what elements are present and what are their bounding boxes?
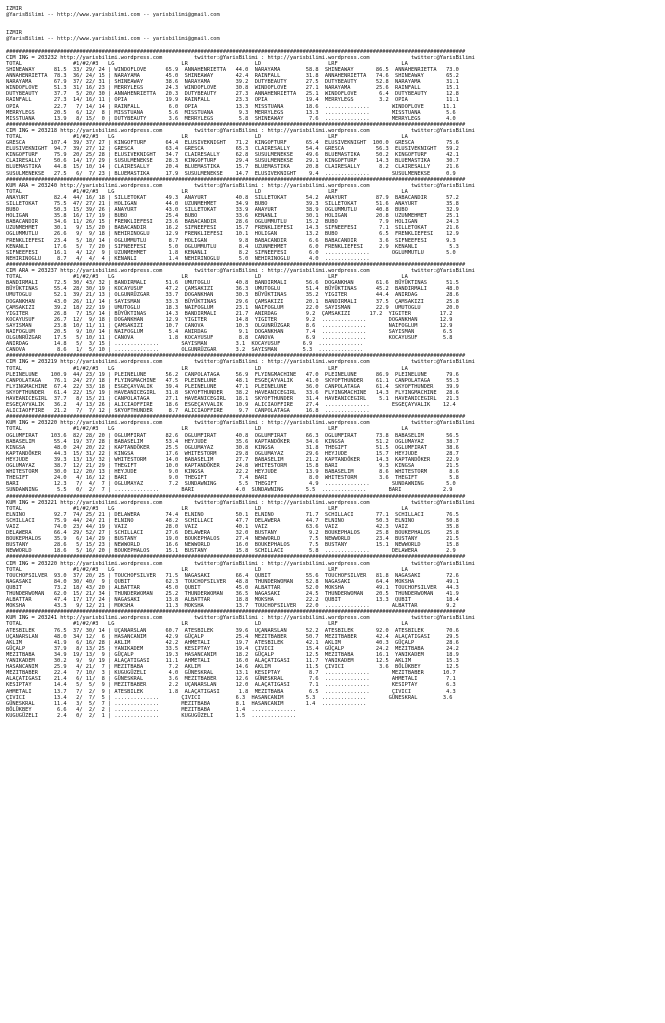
race-header: KUM ING = 203241 http://yarisbilimi.wordpress.com twitter:@YarisBilimi : http://yarisbilimi.wordpress.com twitter:@YarisBilimi [6, 615, 475, 622]
text-line: BLUEMASTIKA 44.8 15/ 10/ 14 | CLAIRESALLY 20.4 BLUEMASTIKA 15.7 BLUEMASTIKA 20.8 CLAIRESALLY 8.2 CLAIRESALLY 21.6 [6, 164, 459, 171]
race-header: KUM ARA = 203240 http://yarisbilimi.wordpress.com twitter:@YarisBilimi : http://yarisbilimi.wordpress.com twitter:@YarisBilimi [6, 182, 475, 189]
race-header: CIM ING = 203232 http://yarisbilimi.wordpress.com twitter:@YarisBilimi : http://yarisbilimi.wordpress.com twitter:@YarisBilimi [6, 54, 475, 61]
column-header-row: TOTAL #1/#2/#3 LG LR LD LRF LA [6, 188, 408, 195]
race-header: CIM ING = 203219 http://yarisbilimi.wordpress.com twitter:@YarisBilimi : http://yarisbilimi.wordpress.com twitter:@YarisBilimi [6, 359, 475, 366]
text-line: YIGITER 26.8 7/ 15/ 14 | BÜYÜKTINAS 14.3 BANDIRMALI 21.7 ANIRDAG 9.2 ÇAMSAKIZI 17.2 YIGITER 17.2 [6, 310, 453, 317]
text-line: THEGIFT 24.0 4/ 16/ 12 | BARI 9.0 THEGIFT 7.4 BARI 8.0 WHITESTORM 3.6 THEGIFT 5.8 [6, 475, 459, 482]
section-separator: ################################################################################################################################################ [6, 353, 466, 360]
text-line: SUNDAWNING 5.5 0/ 2/ 7 | .............. BARI 4.0 SUNDAWNING 5.5 .............. BARI 2.9 [6, 487, 453, 494]
text-line: ÇAMSAKIZI 39.2 18/ 22/ 19 | UMUTOGLU 18.3 NAIFOGLUM 23.1 NAIFOGLUM 22.0 SAYISMAN 22.9 UMUTOGLU 20.0 [6, 304, 459, 311]
race-header: CIM ING = 203218 http://yarisbilimi.wordpress.com twitter:@YarisBilimi : http://yarisbilimi.wordpress.com twitter:@YarisBilimi [6, 127, 475, 134]
text-line: BABACANDIR 34.6 11/ 26/ 15 | FRENKLIEFESI 23.6 BABACANDIR 28.6 OGLUMMUTLU 15.2 BUBO 7.9 HOLIGAN 24.3 [6, 219, 459, 226]
text-line: ESGEÇAYVALIK 36.2 4/ 13/ 26 | ALICIAOFFIRE 18.6 ESGEÇAYVALIK 10.9 ALICIAOFFIRE 27.4 .............. ESGEÇAYVALIK 12.4 [6, 402, 456, 409]
text-line: MEZITBABA 34.9 19/ 13/ 9 | GÜÇALP 19.3 HASANCANIM 18.2 GÜÇALP 12.5 MEZITBABA 16.1 YANIKADEM 18.9 [6, 651, 459, 658]
text-line: ANNAHENRIETTA 78.3 36/ 24/ 15 | NARAYAMA 45.0 SHINEAWAY 42.4 RAINFALL 31.8 ANNAHENRIETTA 74.6 SHINEAWAY 65.2 [6, 73, 459, 80]
text-line: BARI 12.3 7/ 4/ 7 | OGLUMAYAZ 7.2 SUNDAWNING 5.5 THEGIFT 4.9 .............. SUNDAWNING 5.0 [6, 481, 456, 488]
text-line: IZMIR [6, 6, 22, 12]
text-line: NAIFOGLUM 20.5 9/ 10/ 14 | NAIFOGLUM 5.4 ANIRDAG 9.1 DOGANKHAN 7.4 .............. SAYISMAN 6.5 [6, 328, 453, 335]
column-header-row: TOTAL #1/#2/#3 LG LR LD LRF LA [6, 274, 408, 281]
text-line: SCHILLACI 75.9 44/ 24/ 21 | ELNINO 48.2 SCHILLACI 47.7 DELAWERA 44.7 ELNINO 50.3 ELNINO 50.8 [6, 517, 459, 524]
text-line: OLGUNRÜZGAR 17.5 5/ 10/ 11 | CANOVA 1.8 KOCAYUSUF 8.8 CANOVA 6.9 .............. KOCAYUSUF 5.8 [6, 335, 453, 342]
text-line: TOUCHOFSILVER 93.0 37/ 20/ 25 | TOUCHOFSILVER 71.5 NAGASAKI 66.4 QUBIT 55.6 TOUCHOFSILVER 81.8 NAGASAKI 72.6 [6, 572, 459, 579]
section-separator: ################################################################################################################################################ [6, 261, 466, 268]
text-line: ALICIAOFFIRE 21.2 7/ 7/ 12 | SKYOFTHUNDER 8.7 ALICIAOFFIRE 9.7 CANPOLATAGA 16.8 .............. [6, 408, 370, 415]
text-line: SIFNEEFESI 16.1 4/ 12/ 9 | UZUNMEHMET 1.8 KENANLI 8.2 SIFNEEFESI 6.0 .............. OGLUMMUTLU 5.0 [6, 249, 456, 256]
text-line: HEYJUDE 39.3 13/ 13/ 32 | WHITESTORM 14.0 BABASELIM 27.7 BABASELIM 21.2 KAPTANDÖKER 14.3 KAPTANDÖKER 22.9 [6, 456, 459, 463]
text-line: GÜNESKRAL 11.4 3/ 5/ 7 | .............. MEZITBABA 8.1 HASANCANIM 1.4 .............. [6, 700, 367, 707]
text-line: THUNDERWOMAN 62.0 15/ 21/ 34 | THUNDERWOMAN 25.2 THUNDERWOMAN 36.5 NAGASAKI 24.5 THUNDERWOMAN 20.5 THUNDERWOMAN 41.9 [6, 591, 459, 597]
text-line: WINDOFLOVE 51.3 31/ 16/ 23 | MERRYLEGS 24.3 WINDOFLOVE 30.8 WINDOFLOVE 27.1 NARAYAMA 25.6 RAINFALL 15.1 [6, 85, 459, 92]
section-separator: ################################################################################################################################################ [6, 121, 466, 128]
text-line: BÖLÜKBEY 6.6 4/ 2/ 2 | .............. MEZITBABA 1.4 .............. [6, 706, 297, 713]
text-line: MEZITBABER 22.4 7/ 10/ 3 | KUGUGÜZELI 4.0 GÜNESKRAL 13.1 KESIPTAY 8.7 .............. MEZITBABER 10.7 [6, 670, 456, 677]
text-line: KINGSA 48.0 24/ 20/ 22 | KAPTANDÖKER 25.5 OGLUMAYAZ 30.8 KINGSA 31.8 THEGIFT 51.5 OGLUMFIRAT 38.6 [6, 444, 459, 451]
column-header-row: TOTAL #1/#2/#3 LG LR LD LRF LA [6, 566, 408, 573]
text-line: SAYISMAN 23.8 10/ 11/ 11 | ÇAMSAKIZI 10.7 CANOVA 10.3 OLGUNRÜZGAR 8.6 .............. NAIFOGLUM 12.9 [6, 322, 453, 329]
text-line: CANPOLATAGA 76.1 24/ 27/ 18 | FLYINGMACHINE 47.5 PLEINELUNE 48.1 ESGEÇAYVALIK 41.0 SKYOFTHUNDER 61.1 CANPOLATAGA 55.3 [6, 377, 459, 384]
column-header-row: TOTAL #1/#2/#3 LG LR LD LRF LA [6, 621, 408, 628]
text-line: UMUTOGLU 52.1 39/ 21/ 13 | OLGUNRÜZGAR 33.7 DOGANKHAN 30.3 BÜYÜKTINAS 35.2 YIGITER 44.4 ANIRDAG 28.6 [6, 292, 459, 299]
text-line: ELNINO 92.7 74/ 25/ 21 | DELAWERA 74.4 ELNINO 50.1 ELNINO 71.7 SCHILLACI 77.1 SCHILLACI 76.5 [6, 511, 459, 518]
text-line: SKYOFTHUNDER 61.4 22/ 15/ 19 | HAVEANICEGIRL 31.8 SKYOFTHUNDER 38.2 HAVEANICEGIRL 33.6 FLYINGMACHINE 14.3 FLYINGMACHINE 28.6 [6, 389, 459, 396]
race-header: CIM ARA = 203237 http://yarisbilimi.wordpress.com twitter:@YarisBilimi : http://yarisbilimi.wordpress.com twitter:@YarisBilimi [6, 268, 475, 275]
text-line: ALBATTAR 47.4 17/ 17/ 24 | NAGASAKI 13.8 ALBATTAR 18.8 MOKSHA 22.2 QUBIT 13.3 QUBIT 18.4 [6, 597, 459, 604]
text-line: DELAWERA 66.4 29/ 52/ 27 | SCHILLACI 27.6 DELAWERA 32.0 BUSTANY 9.2 BOUKEPHALOS 25.8 BOUKEPHALOS 25.8 [6, 530, 459, 537]
text-line: AKLIM 41.9 6/ 16/ 28 | AKLIM 42.2 AHMETALI 19.7 ATESBILEK 42.1 AKLIM 40.3 GÜÇALP 28.6 [6, 639, 459, 646]
text-line: OGLUMAYAZ 38.7 12/ 21/ 29 | THEGIFT 10.0 KAPTANDÖKER 24.8 WHITESTORM 15.8 BARI 9.3 KINGSA 21.5 [6, 463, 459, 470]
text-line: KOCAYUSUF 26.7 12/ 9/ 18 | DOGANKHAN 12.9 YIGITER 14.8 YIGITER 9.2 .............. DOGANKHAN 12.9 [6, 316, 453, 323]
text-line: RAINFALL 27.3 14/ 16/ 11 | OPIA 19.9 RAINFALL 23.3 OPIA 19.4 MERRYLEGS 3.2 OPIA 11.1 [6, 97, 459, 104]
text-line: NARAYAMA 67.9 37/ 22/ 31 | SHINEAWAY 38.6 NARAYAMA 39.2 DUTYBEAUTY 27.5 DUTYBEAUTY 52.8 NARAYAMA 31.1 [6, 79, 459, 86]
text-line: BOUKEPHALOS 35.9 6/ 14/ 29 | BUSTANY 19.0 BOUKEPHALOS 27.4 NEWWORLD 7.5 NEWWORLD 23.4 BUSTANY 21.5 [6, 536, 459, 543]
text-line: BUBO 50.3 15/ 39/ 26 | ANAYURT 43.0 SILLETOKAT 33.9 ANAYURT 38.9 OGLUMMUTLU 40.8 BUBO 32.9 [6, 207, 459, 214]
text-line: SUSULMENEKSE 27.5 6/ 7/ 23 | BLUEMASTIKA 17.9 SUSULMENEKSE 14.7 ELUSIVEKNIGHT 9.4 .............. SUSULMENEKSE 0.9 [6, 170, 456, 177]
text-line: WHITESTORM 30.0 12/ 20/ 13 | HEYJUDE 9.0 KINGSA 22.2 HEYJUDE 13.9 BABASELIM 8.6 WHITESTORM 8.6 [6, 469, 459, 476]
race-header: CIM ING = 203220 http://yarisbilimi.wordpress.com twitter:@YarisBilimi : http://yarisbilimi.wordpress.com twitter:@YarisBilimi [6, 560, 475, 567]
section-separator: ################################################################################################################################################ [6, 554, 466, 561]
text-line: @YarisBilimi -- http://www.yarisbilimi.com -- yarisbilimi@gmail.com [6, 12, 220, 19]
text-line: BUSTANY 28.6 5/ 15/ 23 | NEWWORLD 16.6 NEWWORLD 16.0 BOUKEPHALOS 7.5 BUSTANY 15.1 NEWWORLD 15.8 [6, 542, 459, 549]
text-line: BABASELIM 55.4 19/ 37/ 28 | BABASELIM 53.4 HEYJUDE 35.6 KAPTANDÖKER 34.6 KINGSA 51.2 OGLUMAYAZ 38.7 [6, 438, 459, 445]
text-line: IZMIR [6, 30, 22, 37]
column-header-row: TOTAL #1/#2/#3 LG LR LD LRF LA [6, 426, 408, 433]
text-line: KUGUGÜZELI 2.4 0/ 2/ 1 | .............. KUGUGÜZELI 1.5 .............. [6, 712, 297, 719]
section-separator: ################################################################################################################################################ [6, 493, 466, 500]
text-line: OGLUMFIRAT 103.6 82/ 28/ 20 | OGLUMFIRAT 82.6 OGLUMFIRAT 40.8 OGLUMFIRAT 66.3 OGLUMFIRAT 73.8 BABASELIM 56.5 [6, 432, 459, 439]
section-separator: ################################################################################################################################################ [6, 414, 466, 421]
section-separator: ################################################################################################################################################ [6, 48, 466, 55]
text-line: ELUSIVEKNIGHT 94.7 39/ 27/ 12 | GRESCA 63.4 GRESCA 65.3 CLAIRESALLY 54.4 GRESCA 56.3 ELUSIVEKNIGHT 59.2 [6, 146, 459, 153]
text-line: KENANLI 17.6 5/ 7/ 20 | SIFNEEFESI 5.0 OGLUMMUTLU 8.4 UZUNMEHMET 6.0 FRENKLIEFESI 2.9 KENANLI 5.3 [6, 243, 459, 250]
text-line: OPIA 22.7 7/ 14/ 14 | RAINFALL 6.0 OPIA 13.3 MISSTUANA 18.6 .............. WINDOFLOVE 11.1 [6, 103, 456, 110]
text-line: MERRYLEGS 20.5 6/ 12/ 8 | MISSTUANA 5.6 MISSTUANA 9.3 MERRYLEGS 13.3 .............. MISSTUANA 5.6 [6, 109, 456, 116]
text-line: MOKSHA 43.3 9/ 12/ 21 | MOKSHA 11.3 MOKSHA 13.7 TOUCHOFSILVER 22.0 .............. ALBATTAR 9.2 [6, 603, 456, 610]
text-line: KINGOFTURF 75.9 20/ 25/ 28 | ELUSIVEKNIGHT 34.7 CLAIRESALLY 62.8 SUSULMENEKSE 49.6 BLUEMASTIKA 50.2 KINGOFTURF 42.1 [6, 152, 459, 159]
text-line: FRENKLIEFESI 23.4 5/ 18/ 14 | OGLUMMUTLU 8.7 HOLIGAN 9.8 BABACANDIR 6.6 BABACANDIR 3.6 SIFNEEFESI 9.3 [6, 237, 456, 244]
text-line: NEHIRINOGLU 8.7 4/ 4/ 4 | KENANLI 1.4 NEHIRINOGLU 5.0 NEHIRINOGLU 4.0 .............. [6, 255, 370, 262]
text-line: ANIRDAG 14.8 5/ 3/ 15 | .............. SAYISMAN 3.1 KOCAYUSUF 6.9 .............. [6, 341, 364, 348]
column-header-row: TOTAL #1/#2/#3 LG LR LD LRF LA [6, 133, 408, 140]
text-line: HOLIGAN 35.8 16/ 17/ 19 | BUBO 25.4 BUBO 33.6 KENANLI 30.1 HOLIGAN 20.8 UZUNMEHMET 25.1 [6, 213, 459, 220]
text-line: UÇANARSLAN 48.0 34/ 12/ 6 | HASANCANIM 42.9 GÜÇALP 25.4 MEZITBABER 50.7 MEZITBABER 42.4 ALAÇATIGASI 29.5 [6, 633, 459, 640]
column-header-row: TOTAL #1/#2/#3 LG LR LD LRF LA [6, 505, 408, 512]
text-line: CANOVA 8.6 1/ 5/ 10 | .............. OLGUNRÜZGAR 3.2 SAYISMAN 5.3 .............. [6, 347, 364, 354]
column-header-row: TOTAL #1/#2/#3 LG LR LD LRF LA [6, 60, 408, 67]
text-line: KAPTANDÖKER 44.3 15/ 31/ 22 | KINGSA 17.6 WHITESTORM 29.8 OGLUMAYAZ 29.6 HEYJUDE 15.7 HEYJUDE 28.7 [6, 450, 459, 457]
text-line: BÜYÜKTINAS 55.4 28/ 30/ 19 | KOCAYUSUF 47.2 ÇAMSAKIZI 36.3 UMUTOGLU 51.4 BÜYÜKTINAS 45.2 BANDIRMALI 48.0 [6, 286, 459, 293]
text-line: NEWWORLD 18.6 5/ 16/ 20 | BOUKEPHALOS 15.1 BUSTANY 15.8 SCHILLACI 5.8 .............. DELAWERA 2.9 [6, 548, 456, 555]
text-line: DOGANKHAN 43.0 26/ 11/ 14 | SAYISMAN 33.3 BÜYÜKTINAS 29.6 ÇAMSAKIZI 20.1 BANDIRMALI 37.5 ÇAMSAKIZI 25.8 [6, 298, 459, 305]
text-line: QUBIT 73.2 18/ 43/ 20 | ALBATTAR 45.0 QUBIT 45.0 ALBATTAR 52.0 MOKSHA 49.1 TOUCHOFSILVER 44.3 [6, 584, 459, 591]
text-line: UZUNMEHMET 30.1 9/ 15/ 20 | BABACANDIR 16.2 SIFNEEFESI 15.7 FRENKLIEFESI 14.3 SIFNEEFESI 7.1 SILLETOKAT 21.6 [6, 225, 459, 232]
text-line: ÇIVICI 13.4 2/ 7/ 5 | .............. ÇIVICI 6.3 HASANCANIM 5.3 .............. GÜNESKRAL 3.6 [6, 694, 453, 701]
race-header: KUM ING = 203220 http://yarisbilimi.wordpress.com twitter:@YarisBilimi : http://yarisbilimi.wordpress.com twitter:@YarisBilimi [6, 420, 475, 427]
race-header: KUM ING = 203221 http://yarisbilimi.wordpress.com twitter:@YarisBilimi : http://yarisbilimi.wordpress.com twitter:@YarisBilimi [6, 499, 475, 506]
text-line: GÜÇALP 37.9 8/ 13/ 25 | YANIKADEM 33.5 KESIPTAY 19.4 ÇIVICI 15.4 GÜÇALP 24.2 MEZITBABA 24.2 [6, 645, 459, 652]
text-line: NAGASAKI 84.0 30/ 40/ 9 | QUBIT 62.3 TOUCHOFSILVER 48.8 THUNDERWOMAN 52.8 NAGASAKI 64.4 MOKSHA 49.1 [6, 578, 459, 585]
text-line: SHINEAWAY 81.5 33/ 29/ 24 | WINDOFLOVE 65.9 ANNAHENRIETTA 44.0 NARAYAMA 58.8 SHINEAWAY 86.5 ANNAHENRIETTA 73.0 [6, 66, 459, 73]
text-line: HAVEANICEGIRL 37.7 8/ 15/ 21 | CANPOLATAGA 27.1 HAVEANICEGIRL 18.1 SKYOFTHUNDER 31.4 HAVEANICEGIRL 5.1 HAVEANICEGIRL 21.3 [6, 396, 459, 402]
text-line: @YarisBilimi -- http://www.yarisbilimi.com -- yarisbilimi@gmail.com [6, 36, 220, 43]
text-line: SILLETOKAT 75.5 47/ 27/ 21 | HOLIGAN 44.0 UZUNMEHMET 34.9 BUBO 39.3 SILLETOKAT 51.6 ANAYURT 35.8 [6, 201, 459, 207]
text-line: OGLUMMUTLU 26.6 9/ 9/ 18 | NEHIRINOGLU 12.9 FRENKLIEFESI 10.1 HOLIGAN 13.2 BUBO 6.5 FRENKLIEFESI 12.9 [6, 231, 459, 238]
text-line: GRESCA 107.4 39/ 37/ 27 | KINGOFTURF 64.4 ELUSIVEKNIGHT 71.2 KINGOFTURF 65.4 ELUSIVEKNIGHT 100.0 GRESCA 75.6 [6, 140, 459, 147]
text-line: VAIZ 74.0 23/ 44/ 19 | VAIZ 28.0 VAIZ 40.1 VAIZ 63.6 VAIZ 42.3 VAIZ 35.8 [6, 523, 459, 530]
section-separator: ################################################################################################################################################ [6, 176, 466, 183]
text-line: KESIPTAY 14.4 5/ 5/ 9 | MEZITBABER 2.2 UÇANARSLAN 12.0 ALAÇATIGASI 7.1 .............. KESIPTAY 6.3 [6, 682, 456, 689]
text-line: CLAIRESALLY 50.6 14/ 17/ 29 | SUSULMENEKSE 28.3 KINGOFTURF 29.4 SUSULMENEKSE 29.1 KINGOFTURF 14.3 BLUEMASTIKA 30.7 [6, 158, 459, 165]
text-line: PLEINELUNE 100.9 44/ 23/ 19 | PLEINELUNE 56.2 CANPOLATAGA 56.9 FLYINGMACHINE 47.0 PLEINELUNE 86.9 PLEINELUNE 79.6 [6, 371, 459, 378]
text-line: YANIKADEM 30.2 9/ 9/ 19 | ALAÇATIGASI 11.1 AHMETALI 16.0 ALAÇATIGASI 11.7 YANIKADEM 12.5 AKLIM 15.3 [6, 658, 459, 665]
text-line: FLYINGMACHINE 67.4 22/ 33/ 18 | ESGEÇAYVALIK 39.4 PLEINELUNE 47.1 PLEINELUNE 36.0 CANPOLATAGA 61.4 SKYOFTHUNDER 39.9 [6, 383, 459, 390]
text-line: BANDIRMALI 72.5 30/ 43/ 32 | BANDIRMALI 51.6 UMUTOGLU 40.8 BANDIRMALI 56.6 DOGANKHAN 61.6 BÜYÜKTINAS 51.5 [6, 280, 459, 287]
column-header-row: TOTAL #1/#2/#3 LG LR LD LRF LA [6, 365, 408, 372]
text-line: AHMETALI 13.7 7/ 2/ 9 | ATESBILEK 1.8 ALAÇATIGASI 1.8 MEZITBABA 6.5 .............. ÇIVICI 4.3 [6, 688, 456, 695]
text-line: DUTYBEAUTY 37.7 5/ 20/ 30 | ANNAHENRIETTA 20.3 DUTYBEAUTY 27.3 ANNAHENRIETTA 25.1 WINDOFLOVE 6.4 DUTYBEAUTY 12.8 [6, 91, 459, 98]
text-line: ANAYURT 82.4 44/ 16/ 18 | SILLETOKAT 49.3 ANAYURT 40.8 SILLETOKAT 54.2 ANAYURT 87.9 BABACANDIR 57.2 [6, 194, 459, 201]
text-line: HASANCANIM 25.9 4/ 21/ 7 | MEZITBABA 7.2 AKLIM 14.6 AKLIM 11.5 ÇIVICI 3.6 BÖLÜKBEY 12.5 [6, 664, 459, 671]
text-line: MISSTUANA 13.9 8/ 15/ 0 | DUTYBEAUTY 3.6 MERRYLEGS 5.8 SHINEAWAY 7.6 .............. MERRYLEGS 4.0 [6, 115, 456, 122]
section-separator: ################################################################################################################################################ [6, 609, 466, 616]
text-line: ATESBILEK 76.5 37/ 30/ 14 | UÇANARSLAN 60.7 ATESBILEK 39.6 UÇANARSLAN 52.2 ATESBILEK 92.0 ATESBILEK 70.6 [6, 627, 459, 634]
text-line: ALAÇATIGASI 21.4 6/ 11/ 8 | GÜNESKRAL 3.6 MEZITBABER 12.6 GÜNESKRAL 7.6 .............. AHMETALI 7.1 [6, 676, 456, 683]
